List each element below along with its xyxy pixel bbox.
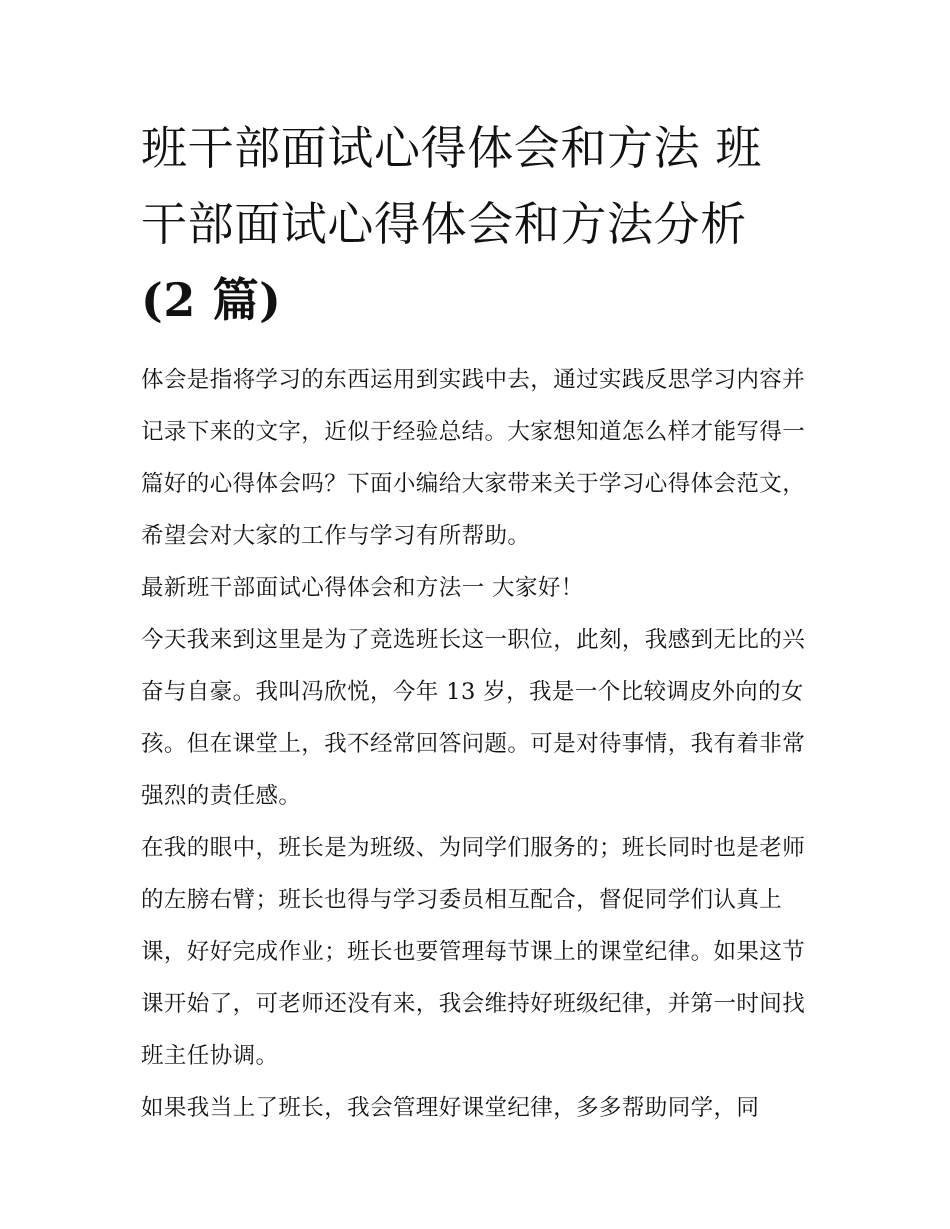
intro-paragraph: 体会是指将学习的东西运用到实践中去，通过实践反思学习内容并记录下来的文字，近似于经验总结。大家想知道怎么样才能写得一篇好的心得体会吗？下面小编给大家带来关于学习心得体会范文，希望会对大家的工作与学习有所帮助。 [141,367,806,549]
title-line-3: (2 篇) [141,273,282,327]
body-paragraph-1: 今天我来到这里是为了竞选班长这一职位，此刻，我感到无比的兴奋与自豪。我叫冯欣悦，今年 13 岁，我是一个比较调皮外向的女孩。但在课堂上，我不经常回答问题。可是对待事情，我有着非常强烈的责任感。 [141,627,806,809]
body-paragraph-3: 如果我当上了班长，我会管理好课堂纪律，多多帮助同学，同 [141,1095,760,1121]
section-heading-paragraph: 最新班干部面试心得体会和方法一 大家好！ [141,575,584,601]
document-title [141,110,813,338]
title-line-1: 班干部面试心得体会和方法 班 [141,121,763,175]
body-paragraph-2: 在我的眼中，班长是为班级、为同学们服务的；班长同时也是老师的左膀右臂；班长也得与学习委员相互配合，督促同学们认真上课，好好完成作业；班长也要管理每节课上的课堂纪律。如果这节课开始了，可老师还没有来，我会维持好班级纪律，并第一时间找班主任协调。 [141,835,806,1069]
title-line-2: 干部面试心得体会和方法分析 [141,197,747,251]
document-page [141,110,813,1134]
